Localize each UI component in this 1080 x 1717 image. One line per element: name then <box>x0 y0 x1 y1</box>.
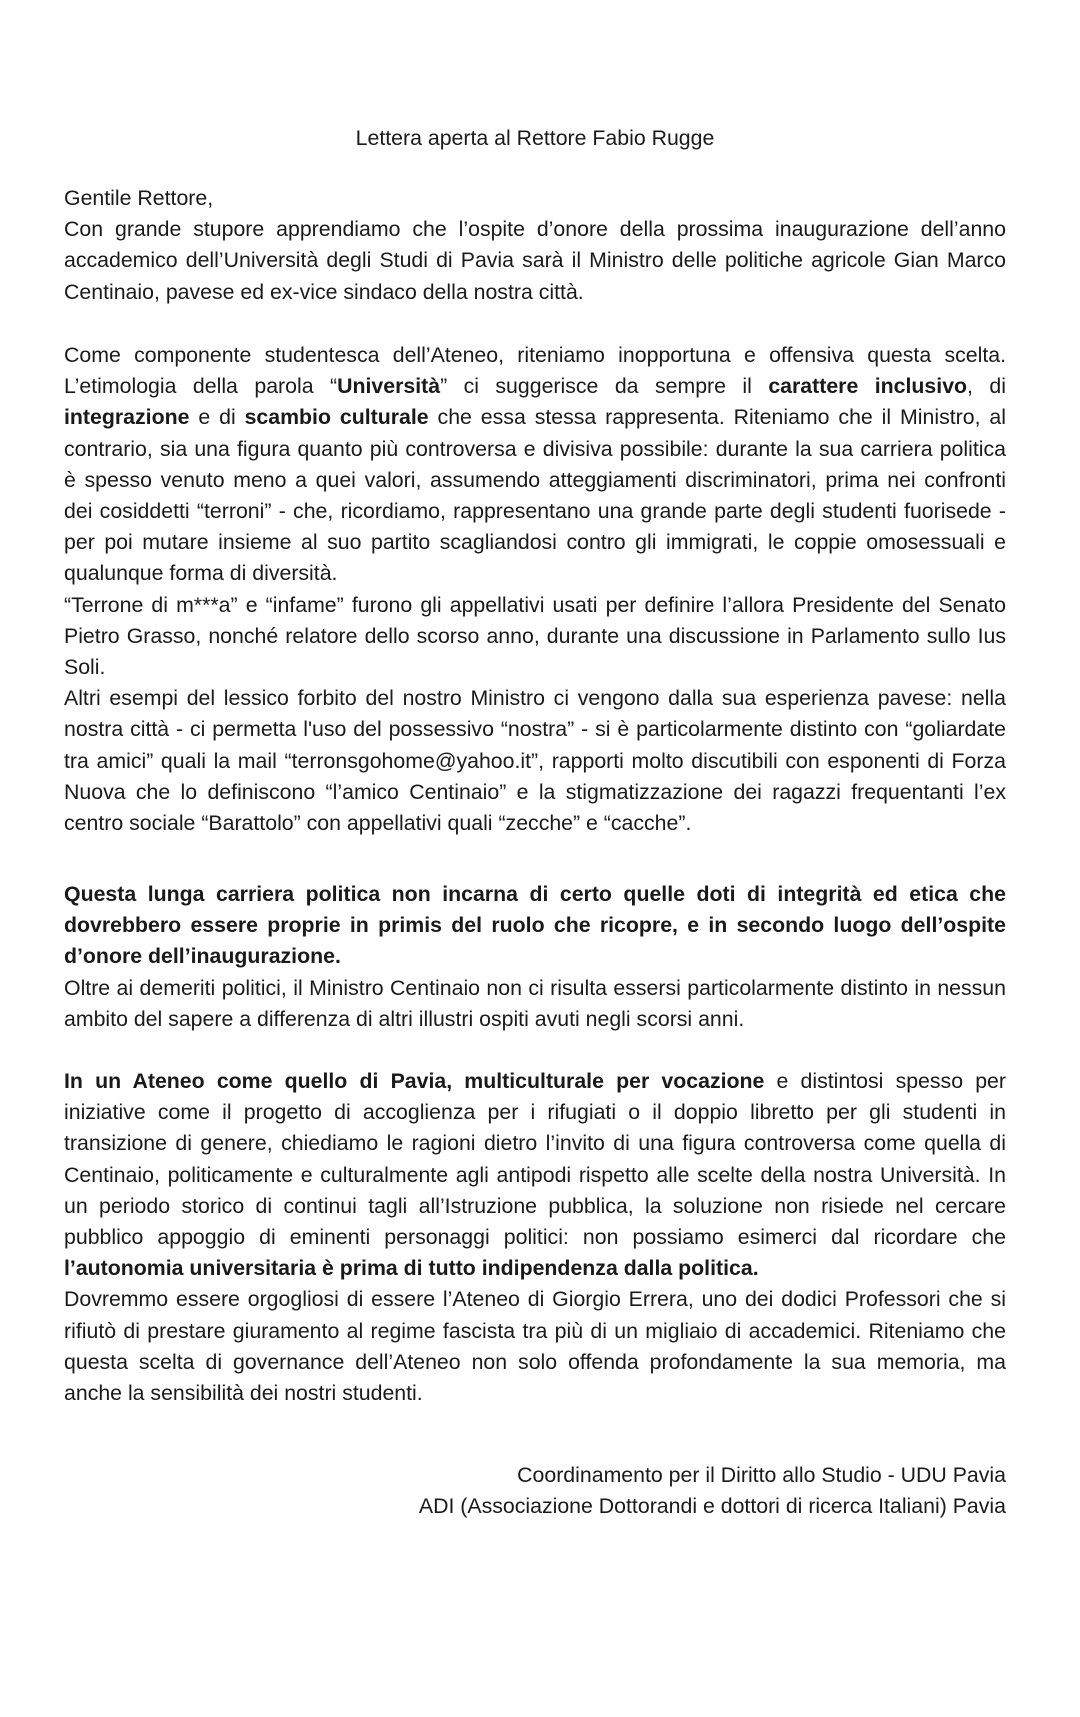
text-run: che essa stessa rappresenta. Riteniamo che il Ministro, al contrario, sia una figura quanto più controversa e divisiva possibile: durante la sua carriera politica è spesso venuto meno a quei valori, assumendo atteggiamenti discriminatori, prima nei confronti dei cosiddetti “terroni” - che, ricordiamo, rappresentano una grande parte degli studenti fuorisede - per poi mutare insieme al suo partito scagliandosi contro gli immigrati, le coppie omosessuali e qualunque forma di diversità. <box>64 405 1006 586</box>
text-run: Con grande stupore apprendiamo che l’ospite d’onore della prossima inaugurazione dell’anno accademico dell’Università degli Studi di Pavia sarà il Ministro delle politiche agricole Gian Marco Centinaio, pavese ed ex-vice sindaco della nostra città. <box>64 217 1006 304</box>
bold-text: l’autonomia universitaria è prima di tutto indipendenza dalla politica. <box>64 1256 759 1281</box>
text-run: “Terrone di m***a” e “infame” furono gli appellativi usati per definire l’allora Presidente del Senato Pietro Grasso, nonché relatore dello scorso anno, durante una discussione in Parlamento sullo Ius Soli. <box>64 592 1006 680</box>
text-line <box>64 340 1006 590</box>
text-line <box>64 183 1006 214</box>
text-run: Altri esempi del lessico forbito del nostro Ministro ci vengono dalla sua esperienza pavese: nella nostra città - ci permetta l'uso del possessivo “nostra” - si è particolarmente distinto con “goliardate tra amici” quali la mail “terronsgohome@yahoo.it”, rapporti molto discutibili con esponenti di Forza Nuova che lo definiscono “l’amico Centinaio” e la stigmatizzazione dei ragazzi frequentanti l’ex centro sociale “Barattolo” con appellativi quali “zecche” e “cacche”. <box>64 686 1006 836</box>
text-run: Gentile Rettore, <box>64 186 214 210</box>
text-line <box>64 879 1006 973</box>
paragraph-integrity <box>64 879 1006 1035</box>
text-run: e di <box>189 405 245 430</box>
text-run: Dovremmo essere orgogliosi di essere l’Ateneo di Giorgio Errera, uno dei dodici Professori che si rifiutò di prestare giuramento al regime fascista tra più di un migliaio di accademici. Riteniamo che questa scelta di governance dell’Ateneo non solo offenda profondamente la sua memoria, ma anche la sensibilità dei nostri studenti. <box>64 1287 1006 1406</box>
text-run: ” ci suggerisce da sempre il <box>440 374 769 399</box>
text-run: , di <box>967 374 1006 399</box>
bold-text: In un Ateneo come quello di Pavia, multiculturale per vocazione <box>64 1069 765 1093</box>
bold-text: carattere inclusivo <box>768 374 968 399</box>
text-line <box>64 1284 1006 1409</box>
signature-line: ADI (Associazione Dottorandi e dottori di ricerca Italiani) Pavia <box>418 1494 1006 1519</box>
bold-text: Questa lunga carriera politica non incarna di certo quelle doti di integrità ed etica che dovrebbero essere proprie in primis del ruolo che ricopre, e in secondo luogo dell’ospite d’onore dell’inaugurazione. <box>64 882 1006 969</box>
bold-text: Università <box>337 374 441 399</box>
paragraph-autonomy <box>64 1066 1006 1409</box>
letter-title: Lettera aperta al Rettore Fabio Rugge <box>355 126 715 150</box>
text-line <box>64 683 1006 839</box>
text-line <box>64 1066 1006 1284</box>
text-run: e distintosi spesso per iniziative come il progetto di accoglienza per i rifugiati o il doppio libretto per gli studenti in transizione di genere, chiediamo le ragioni dietro l’invito di una figura controversa come quella di Centinaio, politicamente e culturalmente agli antipodi rispetto alle scelte della nostra Università. In un periodo storico di continui tagli all’Istruzione pubblica, la soluzione non risiede nel cercare pubblico appoggio di eminenti personaggi politici: non possiamo esimerci dal ricordare che <box>64 1069 1006 1250</box>
text-line <box>64 214 1006 308</box>
paragraph-greeting <box>64 183 1006 308</box>
bold-text: integrazione <box>64 405 190 430</box>
signature-line: Coordinamento per il Diritto allo Studio - UDU Pavia <box>517 1463 1006 1487</box>
text-run: Oltre ai demeriti politici, il Ministro Centinaio non ci risulta essersi particolarmente distinto in nessun ambito del sapere a differenza di altri illustri ospiti avuti negli scorsi anni. <box>64 975 1006 1031</box>
text-line <box>64 973 1006 1035</box>
text-line <box>64 590 1006 684</box>
bold-text: scambio culturale <box>244 405 429 430</box>
text-run: Come componente studentesca dell’Ateneo, riteniamo inopportuna e offensiva questa scelta. L’etimologia della parola “ <box>64 343 1006 399</box>
paragraph-criticism <box>64 340 1006 839</box>
signature-block <box>64 1460 1006 1522</box>
